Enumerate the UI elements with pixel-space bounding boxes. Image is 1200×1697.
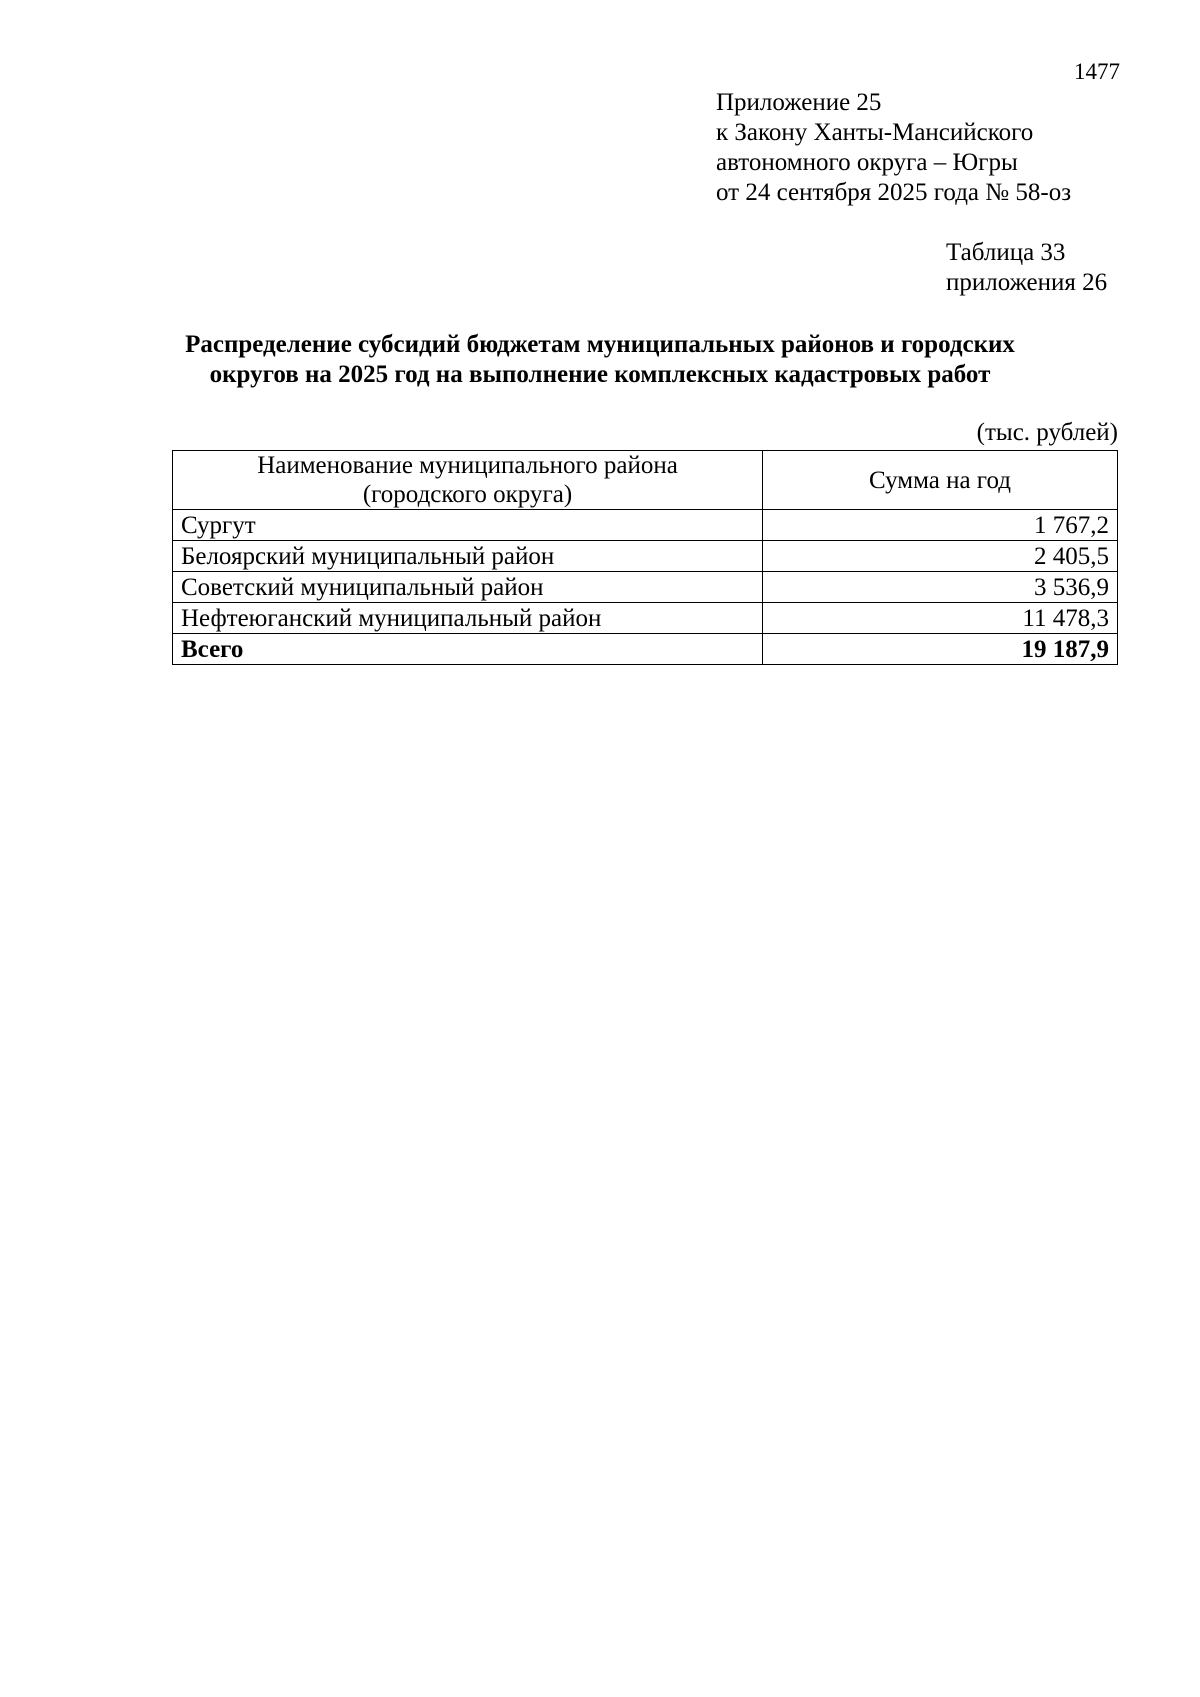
units-label: (тыс. рублей) xyxy=(976,419,1118,446)
appendix-line: Приложение 25 xyxy=(716,89,882,116)
table-row xyxy=(173,541,1118,572)
appendix-reference xyxy=(716,88,1071,208)
table-row xyxy=(173,603,1118,634)
table-ref-line: приложения 26 xyxy=(946,269,1108,296)
page-number: 1477 xyxy=(1074,59,1120,84)
title-line: округов на 2025 год на выполнение комплексных кадастровых работ xyxy=(209,361,991,388)
document-title xyxy=(150,330,1050,390)
appendix-line: к Закону Ханты-Мансийского xyxy=(716,119,1034,146)
table-header-row xyxy=(173,451,1118,510)
row-name: Нефтеюганский муниципальный район xyxy=(173,603,763,634)
row-name: Сургут xyxy=(173,510,763,541)
row-value: 2 405,5 xyxy=(763,541,1118,572)
header-sum: Сумма на год xyxy=(763,451,1118,510)
row-value: 1 767,2 xyxy=(763,510,1118,541)
row-name: Белоярский муниципальный район xyxy=(173,541,763,572)
appendix-line: от 24 сентября 2025 года № 58-оз xyxy=(716,179,1072,206)
row-value: 11 478,3 xyxy=(763,603,1118,634)
table-total-row xyxy=(173,634,1118,665)
header-name xyxy=(173,451,763,510)
total-value: 19 187,9 xyxy=(763,634,1118,665)
table-row xyxy=(173,510,1118,541)
table-ref-line: Таблица 33 xyxy=(946,239,1066,266)
table-reference xyxy=(946,238,1107,298)
subsidy-table xyxy=(172,450,1118,665)
title-line: Распределение субсидий бюджетам муниципальных районов и городских xyxy=(185,331,1015,358)
row-value: 3 536,9 xyxy=(763,572,1118,603)
table-row xyxy=(173,572,1118,603)
header-name-line: Наименование муниципального района xyxy=(257,452,678,479)
row-name: Советский муниципальный район xyxy=(173,572,763,603)
appendix-line: автономного округа – Югры xyxy=(716,149,1018,176)
header-name-line: (городского округа) xyxy=(362,481,573,508)
total-label: Всего xyxy=(173,634,763,665)
